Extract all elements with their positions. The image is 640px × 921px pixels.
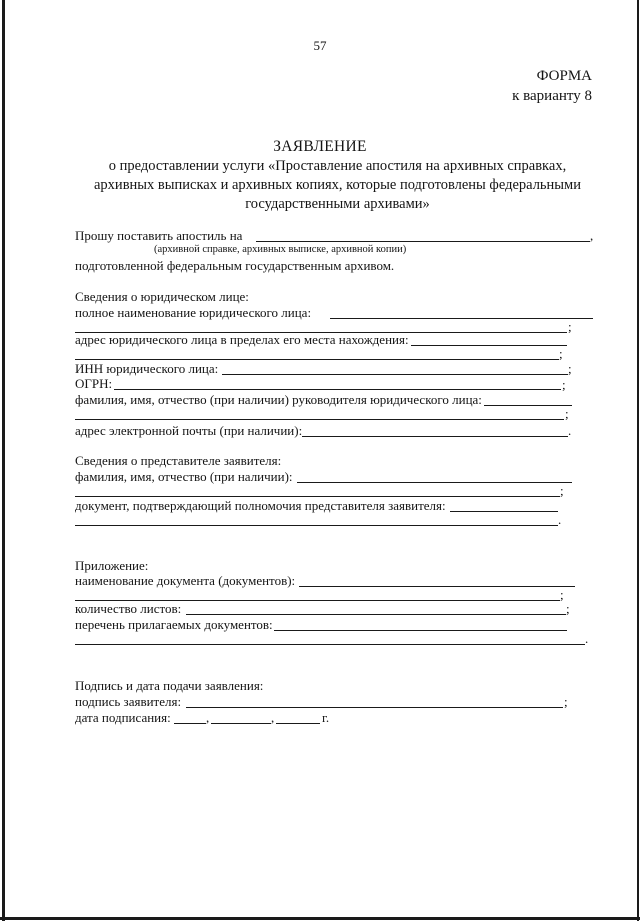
legal-inn-field[interactable] xyxy=(222,374,568,375)
legal-address-field[interactable] xyxy=(411,345,567,346)
attachment-list-field[interactable] xyxy=(274,630,567,631)
period: . xyxy=(558,512,562,527)
representative-document-field-2[interactable] xyxy=(75,525,558,526)
page-number: 57 xyxy=(313,38,327,53)
representative-fio-field[interactable] xyxy=(297,482,572,483)
legal-head-field-2[interactable] xyxy=(75,419,564,420)
comma: , xyxy=(271,710,275,725)
request-field[interactable] xyxy=(256,241,590,242)
signature-date-year-field[interactable] xyxy=(276,723,320,724)
signature-date-label: дата подписания: xyxy=(75,710,171,725)
attachment-sheets-label: количество листов: xyxy=(75,601,182,616)
form-variant: к варианту 8 xyxy=(512,88,592,104)
signature-heading: Подпись и дата подачи заявления: xyxy=(75,678,264,693)
period: . xyxy=(568,423,572,438)
representative-fio-label: фамилия, имя, отчество (при наличии): xyxy=(75,469,293,484)
legal-email-label: адрес электронной почты (при наличии): xyxy=(75,423,303,438)
semicolon: ; xyxy=(560,587,564,602)
attachment-doc-name-field[interactable] xyxy=(299,586,575,587)
year-suffix: г. xyxy=(322,710,330,725)
semicolon: ; xyxy=(568,319,572,334)
legal-head-label: фамилия, имя, отчество (при наличии) руководителя юридического лица: xyxy=(75,392,482,407)
scan-border-bottom xyxy=(0,917,640,920)
representative-document-field[interactable] xyxy=(450,511,558,512)
request-label: Прошу поставить апостиль на xyxy=(75,228,243,243)
attachment-list-label: перечень прилагаемых документов: xyxy=(75,617,273,632)
legal-head-field[interactable] xyxy=(484,405,572,406)
signature-date-day-field[interactable] xyxy=(174,723,206,724)
semicolon: ; xyxy=(560,483,564,498)
subtitle-line-3: государственными архивами» xyxy=(245,196,430,212)
signature-date-month-field[interactable] xyxy=(211,723,271,724)
semicolon: ; xyxy=(565,406,569,421)
legal-heading: Сведения о юридическом лице: xyxy=(75,289,249,304)
subtitle-line-1: о предоставлении услуги «Проставление апостиля на архивных справках, xyxy=(108,158,567,174)
form-label: ФОРМА xyxy=(536,68,592,84)
comma: , xyxy=(590,228,594,243)
subtitle-line-2: архивных выписках и архивных копиях, которые подготовлены федеральными xyxy=(94,177,581,193)
legal-ogrn-label: ОГРН: xyxy=(75,376,113,391)
request-after: подготовленной федеральным государственным архивом. xyxy=(75,258,395,273)
signature-sign-label: подпись заявителя: xyxy=(75,694,182,709)
attachment-list-field-2[interactable] xyxy=(75,644,585,645)
request-hint: (архивной справке, архивных выписке, архивной копии) xyxy=(154,244,407,255)
representative-document-label: документ, подтверждающий полномочия представителя заявителя: xyxy=(75,498,446,513)
legal-ogrn-field[interactable] xyxy=(114,389,561,390)
semicolon: ; xyxy=(566,601,570,616)
comma: , xyxy=(206,710,210,725)
legal-full-name-label: полное наименование юридического лица: xyxy=(75,305,312,320)
representative-heading: Сведения о представителе заявителя: xyxy=(75,453,282,468)
form-label-block xyxy=(512,66,592,106)
period: . xyxy=(585,631,589,646)
legal-address-field-2[interactable] xyxy=(75,359,559,360)
semicolon: ; xyxy=(562,377,566,392)
attachment-doc-name-label: наименование документа (документов): xyxy=(75,573,296,588)
legal-full-name-field[interactable] xyxy=(330,318,593,319)
signature-sign-field[interactable] xyxy=(186,707,563,708)
attachment-sheets-field[interactable] xyxy=(186,614,566,615)
legal-address-label: адрес юридического лица в пределах его места нахождения: xyxy=(75,332,409,347)
legal-inn-label: ИНН юридического лица: xyxy=(75,361,219,376)
semicolon: ; xyxy=(564,694,568,709)
page-title: ЗАЯВЛЕНИЕ xyxy=(273,138,367,155)
representative-fio-field-2[interactable] xyxy=(75,496,560,497)
legal-email-field[interactable] xyxy=(302,436,568,437)
semicolon: ; xyxy=(559,346,563,361)
attachment-heading: Приложение: xyxy=(75,558,149,573)
semicolon: ; xyxy=(568,361,572,376)
